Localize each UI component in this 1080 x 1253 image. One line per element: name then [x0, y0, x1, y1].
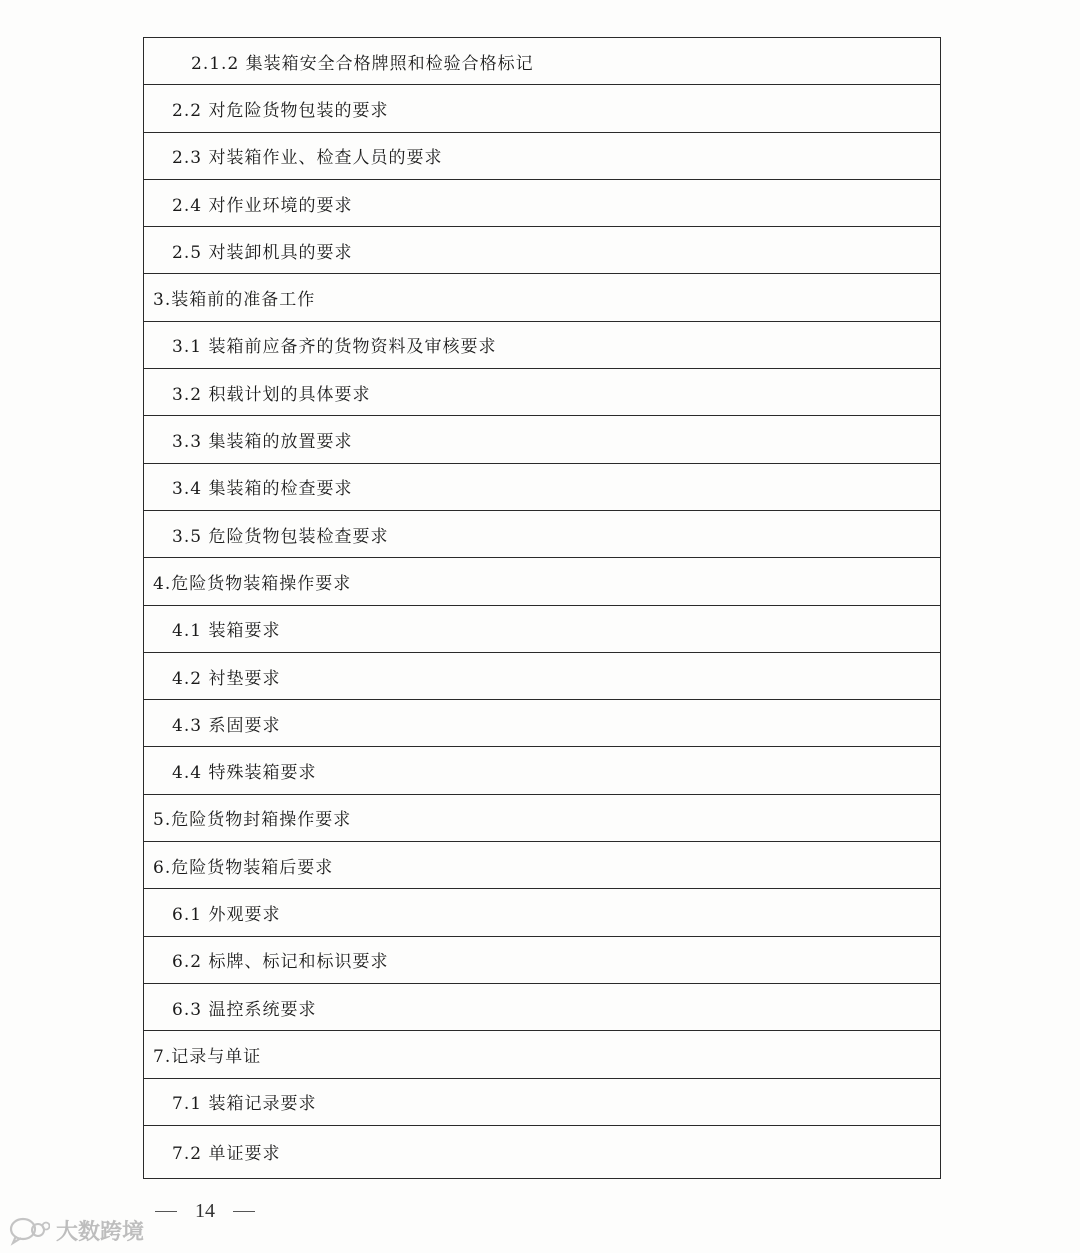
toc-row — [144, 511, 940, 558]
toc-row-text: 6.3 温控系统要求 — [172, 999, 317, 1020]
toc-table — [143, 37, 941, 1179]
toc-row — [144, 1126, 940, 1178]
toc-row — [144, 558, 940, 605]
page-number — [155, 1200, 273, 1223]
toc-row-text: 4.危险货物装箱操作要求 — [153, 573, 352, 594]
toc-row — [144, 227, 940, 274]
toc-row — [144, 984, 940, 1031]
toc-row-text: 3.4 集装箱的检查要求 — [172, 479, 353, 500]
toc-row-text: 2.5 对装卸机具的要求 — [172, 242, 353, 263]
toc-row — [144, 889, 940, 936]
toc-row-text: 3.3 集装箱的放置要求 — [172, 432, 353, 453]
toc-row — [144, 653, 940, 700]
toc-row-text: 4.1 装箱要求 — [172, 621, 281, 642]
toc-row — [144, 795, 940, 842]
toc-row — [144, 274, 940, 321]
toc-row-text: 6.1 外观要求 — [172, 904, 281, 925]
toc-row — [144, 322, 940, 369]
watermark-text: 大数跨境 — [56, 1220, 145, 1245]
toc-row-text: 6.危险货物装箱后要求 — [153, 857, 334, 878]
toc-row-text: 4.4 特殊装箱要求 — [172, 763, 317, 784]
toc-row — [144, 606, 940, 653]
toc-row — [144, 180, 940, 227]
toc-row — [144, 842, 940, 889]
toc-row-text: 7.1 装箱记录要求 — [172, 1094, 317, 1115]
toc-row-text: 6.2 标牌、标记和标识要求 — [172, 952, 389, 973]
toc-row — [144, 747, 940, 794]
toc-row-text: 5.危险货物封箱操作要求 — [153, 810, 352, 831]
toc-row-text: 2.3 对装箱作业、检查人员的要求 — [172, 148, 443, 169]
toc-row — [144, 700, 940, 747]
toc-row-text: 2.4 对作业环境的要求 — [172, 195, 353, 216]
toc-row-text: 3.1 装箱前应备齐的货物资料及审核要求 — [172, 337, 497, 358]
page-number-dash — [155, 1211, 177, 1212]
toc-row — [144, 369, 940, 416]
toc-row — [144, 1031, 940, 1078]
toc-row-text: 3.装箱前的准备工作 — [153, 290, 316, 311]
toc-row — [144, 1079, 940, 1126]
watermark — [8, 1215, 144, 1246]
toc-row-text: 2.2 对危险货物包装的要求 — [172, 100, 389, 121]
toc-row — [144, 464, 940, 511]
page-number-text: 14 — [195, 1200, 215, 1222]
toc-row — [144, 38, 940, 85]
toc-row — [144, 85, 940, 132]
toc-row-text: 4.2 衬垫要求 — [172, 668, 281, 689]
toc-row-text: 4.3 系固要求 — [172, 715, 281, 736]
page-number-dash — [233, 1211, 255, 1212]
toc-row — [144, 416, 940, 463]
toc-row — [144, 937, 940, 984]
toc-row-text: 3.5 危险货物包装检查要求 — [172, 526, 389, 547]
toc-row-text: 7.2 单证要求 — [172, 1144, 281, 1165]
chat-bubble-icon — [8, 1216, 50, 1246]
toc-row-text: 7.记录与单证 — [153, 1046, 262, 1067]
toc-row — [144, 133, 940, 180]
toc-row-text: 3.2 积载计划的具体要求 — [172, 384, 371, 405]
toc-row-text: 2.1.2 集装箱安全合格牌照和检验合格标记 — [191, 53, 534, 74]
